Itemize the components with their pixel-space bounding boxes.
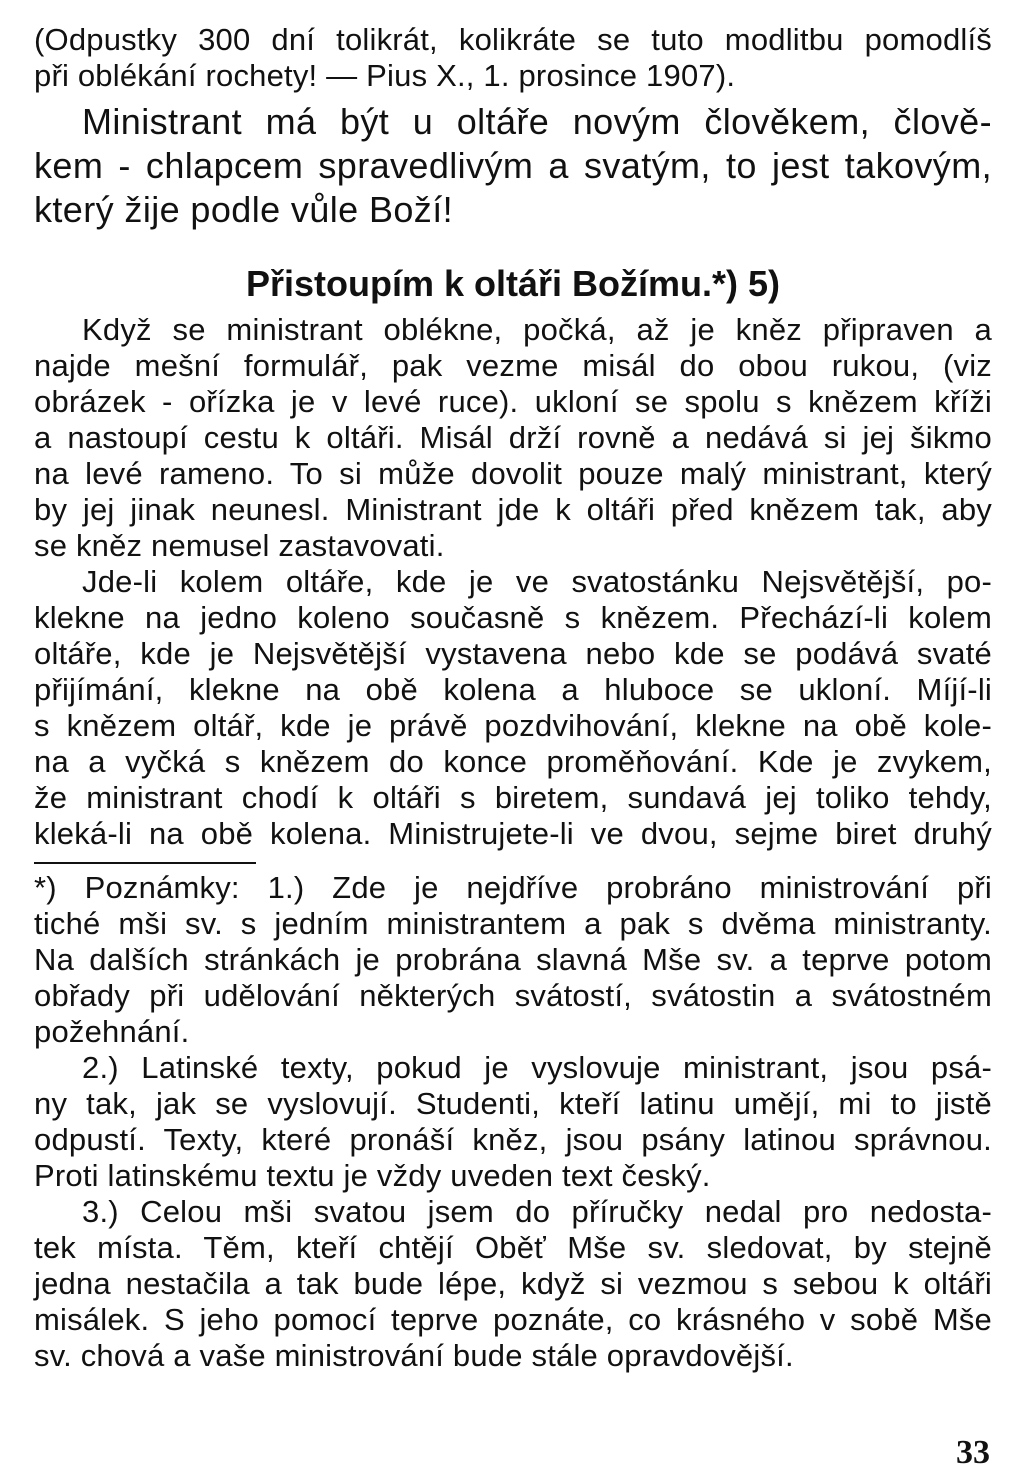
text-line: ny tak, jak se vyslovují. Studenti, kteří latinu umějí, mi to jistě <box>34 1086 992 1121</box>
text-line: sv. chová a vaše ministrování bude stále opravdovější. <box>34 1338 794 1373</box>
text-line: klekne na jedno koleno současně s knězem. Přechází-li kolem <box>34 600 992 635</box>
body-paragraph-2 <box>34 564 992 852</box>
text-line: najde mešní formulář, pak vezme misál do obou rukou, (viz <box>34 348 992 383</box>
text-line: obrázek - ořízka je v levé ruce). ukloní se spolu s knězem kříži <box>34 384 992 419</box>
footnote-divider <box>34 862 256 864</box>
text-line: a nastoupí cestu k oltáři. Misál drží rovně a nedává si jej šikmo <box>34 420 992 455</box>
text-line: Jde-li kolem oltáře, kde je ve svatostánku Nejsvětější, po- <box>82 564 992 599</box>
text-line: (Odpustky 300 dní tolikrát, kolikráte se tuto modlitbu pomodlíš <box>34 22 992 57</box>
text-line: Proti latinskému textu je vždy uveden text český. <box>34 1158 711 1193</box>
text-line: tek místa. Těm, kteří chtějí Oběť Mše sv. sledovat, by stejně <box>34 1230 992 1265</box>
text-line: jedna nestačila a tak bude lépe, když si vezmou s sebou k oltáři <box>34 1266 992 1301</box>
section-heading: Přistoupím k oltáři Božímu.*) 5) <box>245 263 781 304</box>
footnote-2 <box>34 1050 992 1194</box>
footnote-3 <box>34 1194 992 1374</box>
text-line: kleká-li na obě kolena. Ministrujete-li ve dvou, sejme biret druhý <box>34 816 992 851</box>
text-line: se kněz nemusel zastavovati. <box>34 528 445 563</box>
text-line: Ministrant má být u oltáře novým člověkem, člově- <box>82 101 992 142</box>
indulgence-note <box>34 22 992 94</box>
footnote-1 <box>34 870 992 1050</box>
body-paragraph-1 <box>34 312 992 564</box>
text-line: Na dalších stránkách je probrána slavná Mše sv. a teprve potom <box>34 942 992 977</box>
text-line: že ministrant chodí k oltáři s biretem, sundavá jej toliko tehdy, <box>34 780 992 815</box>
text-line: Když se ministrant oblékne, počká, až je kněz připraven a <box>82 312 992 347</box>
text-line: *) Poznámky: 1.) Zde je nejdříve probráno ministrování při <box>34 870 992 905</box>
page-number: 33 <box>956 1434 990 1471</box>
text-line: na levé rameno. To si může dovolit pouze malý ministrant, který <box>34 456 992 491</box>
text-line: požehnání. <box>34 1014 190 1049</box>
text-line: by jej jinak neunesl. Ministrant jde k oltáři před knězem tak, aby <box>34 492 992 527</box>
text-line: při oblékání rochety! — Pius X., 1. prosince 1907). <box>34 58 736 93</box>
text-line: misálek. S jeho pomocí teprve poznáte, co krásného v sobě Mše <box>34 1302 992 1337</box>
text-line: odpustí. Texty, které pronáší kněz, jsou psány latinou správnou. <box>34 1122 992 1157</box>
text-line: na a vyčká s knězem do konce proměňování. Kde je zvykem, <box>34 744 992 779</box>
text-line: tiché mši sv. s jedním ministrantem a pak s dvěma ministranty. <box>34 906 992 941</box>
text-line: oltáře, kde je Nejsvětější vystavena nebo kde se podává svaté <box>34 636 992 671</box>
text-line: který žije podle vůle Boží! <box>34 189 453 230</box>
book-page <box>34 22 992 1462</box>
text-line: s knězem oltář, kde je právě pozdvihování, klekne na obě kole- <box>34 708 992 743</box>
text-line: 3.) Celou mši svatou jsem do příručky nedal pro nedosta- <box>82 1194 992 1229</box>
text-line: kem - chlapcem spravedlivým a svatým, to jest takovým, <box>34 145 992 186</box>
text-line: obřady při udělování některých svátostí, svátostin a svátostném <box>34 978 992 1013</box>
text-line: přijímání, klekne na obě kolena a hluboce se ukloní. Míjí-li <box>34 672 992 707</box>
text-line: 2.) Latinské texty, pokud je vyslovuje ministrant, jsou psá- <box>82 1050 992 1085</box>
intro-paragraph <box>34 100 992 232</box>
